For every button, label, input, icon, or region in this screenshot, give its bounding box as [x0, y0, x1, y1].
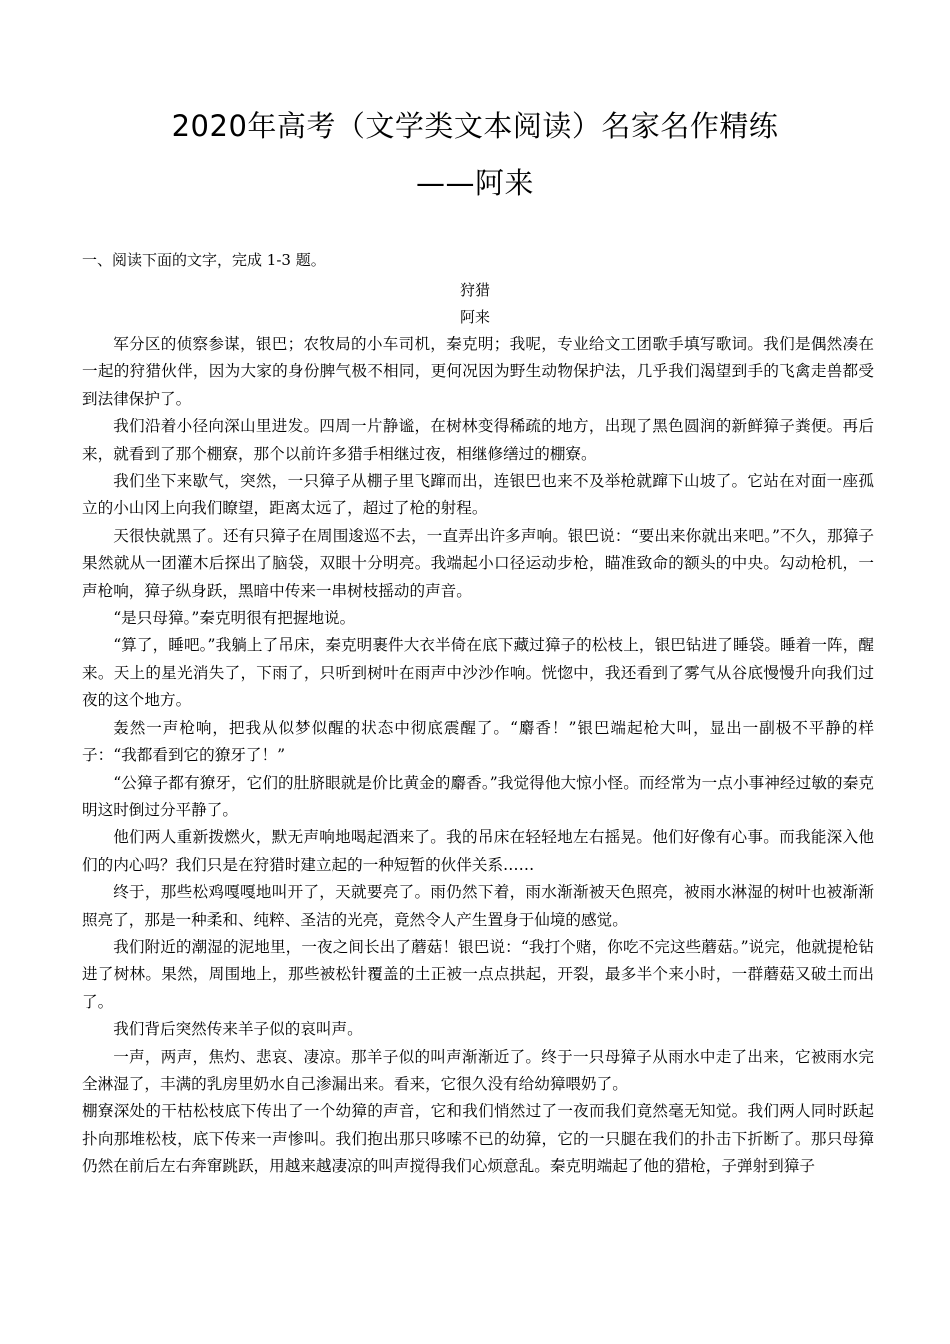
paragraph: 他们两人重新拨燃火，默无声响地喝起酒来了。我的吊床在轻轻地左右摇晃。他们好像有心事。而我能深入他们的内心吗？我们只是在狩猎时建立起的一种短暂的伙伴关系……: [82, 828, 874, 874]
paragraph: 棚寮深处的干枯松枝底下传出了一个幼獐的声音，它和我们悄然过了一夜而我们竟然毫无知觉。我们两人同时跃起扑向那堆松枝，底下传来一声惨叫。我们抱出那只哆嗦不已的幼獐，它的一只腿在我们的扑击下折断了。那只母獐仍然在前后左右奔窜跳跃，用越来越凄凉的叫声搅得我们心烦意乱。秦克明端起了他的猎枪，子弹射到獐子: [82, 1102, 874, 1176]
paragraph: 军分区的侦察参谋，银巴；农牧局的小车司机，秦克明；我呢，专业给文工团歌手填写歌词。我们是偶然凑在一起的狩猎伙伴，因为大家的身份脾气极不相同，更何况因为野生动物保护法，几乎我们渴望到手的飞禽走兽都受到法律保护了。: [82, 335, 874, 408]
story-author: 阿来: [459, 308, 490, 326]
paragraph: “算了，睡吧。”我躺上了吊床，秦克明裹件大衣半倚在底下藏过獐子的松枝上，银巴钻进了睡袋。睡着一阵，醒来。天上的星光消失了，下雨了，只听到树叶在雨声中沙沙作响。恍惚中，我还看到了雾气从谷底慢慢升向我们过夜的这个地方。: [82, 636, 874, 710]
paragraph: “公獐子都有獠牙，它们的肚脐眼就是价比黄金的麝香。”我觉得他大惊小怪。而经常为一点小事神经过敏的秦克明这时倒过分平静了。: [82, 773, 874, 819]
paragraph: 我们沿着小径向深山里进发。四周一片静谧，在树林变得稀疏的地方，出现了黑色圆润的新鲜獐子粪便。再后来，就看到了那个棚寮，那个以前许多猎手相继过夜，相继修缮过的棚寮。: [82, 417, 874, 463]
question-heading: 一、阅读下面的文字，完成 1-3 题。: [82, 251, 326, 269]
paragraph: 我们附近的潮湿的泥地里，一夜之间长出了蘑菇！银巴说：“我打个赌，你吃不完这些蘑菇。”说完，他就提枪钻进了树林。果然，周围地上，那些被松针覆盖的土正被一点点拱起，开裂，最多半个来小时，一群蘑菇又破土而出了。: [82, 937, 874, 1011]
paragraph: 终于，那些松鸡嘎嘎地叫开了，天就要亮了。雨仍然下着，雨水渐渐被天色照亮，被雨水淋湿的树叶也被渐渐照亮了，那是一种柔和、纯粹、圣洁的光亮，竟然令人产生置身于仙境的感觉。: [82, 883, 874, 929]
paragraph: 天很快就黑了。还有只獐子在周围逡巡不去，一直弄出许多声响。银巴说：“要出来你就出来吧。”不久，那獐子果然就从一团灌木后探出了脑袋，双眼十分明亮。我端起小口径运动步枪，瞄准致命的额头的中央。勾动枪机，一声枪响，獐子纵身跃，黑暗中传来一串树枝摇动的声音。: [82, 526, 874, 600]
paragraph: “是只母獐。”秦克明很有把握地说。: [113, 609, 356, 628]
paragraph: 轰然一声枪响，把我从似梦似醒的状态中彻底震醒了。“麝香！”银巴端起枪大叫，显出一副极不平静的样子：“我都看到它的獠牙了！”: [82, 718, 874, 765]
document-title: 2020年高考（文学类文本阅读）名家名作精练: [171, 109, 779, 143]
paragraph: 我们背后突然传来羊子似的哀叫声。: [113, 1020, 363, 1039]
paragraph: 一声，两声，焦灼、悲哀、凄凉。那羊子似的叫声渐渐近了。终于一只母獐子从雨水中走了出来，它被雨水完全淋湿了，丰满的乳房里奶水自己渗漏出来。看来，它很久没有给幼獐喂奶了。: [82, 1047, 874, 1093]
document-subtitle: ——阿来: [415, 166, 534, 200]
story-title: 狩猎: [459, 281, 490, 299]
paragraph: 我们坐下来歇气，突然，一只獐子从棚子里飞蹿而出，连银巴也来不及举枪就蹿下山坡了。它站在对面一座孤立的小山冈上向我们瞭望，距离太远了，超过了枪的射程。: [82, 472, 874, 518]
story-body: [82, 331, 874, 1181]
